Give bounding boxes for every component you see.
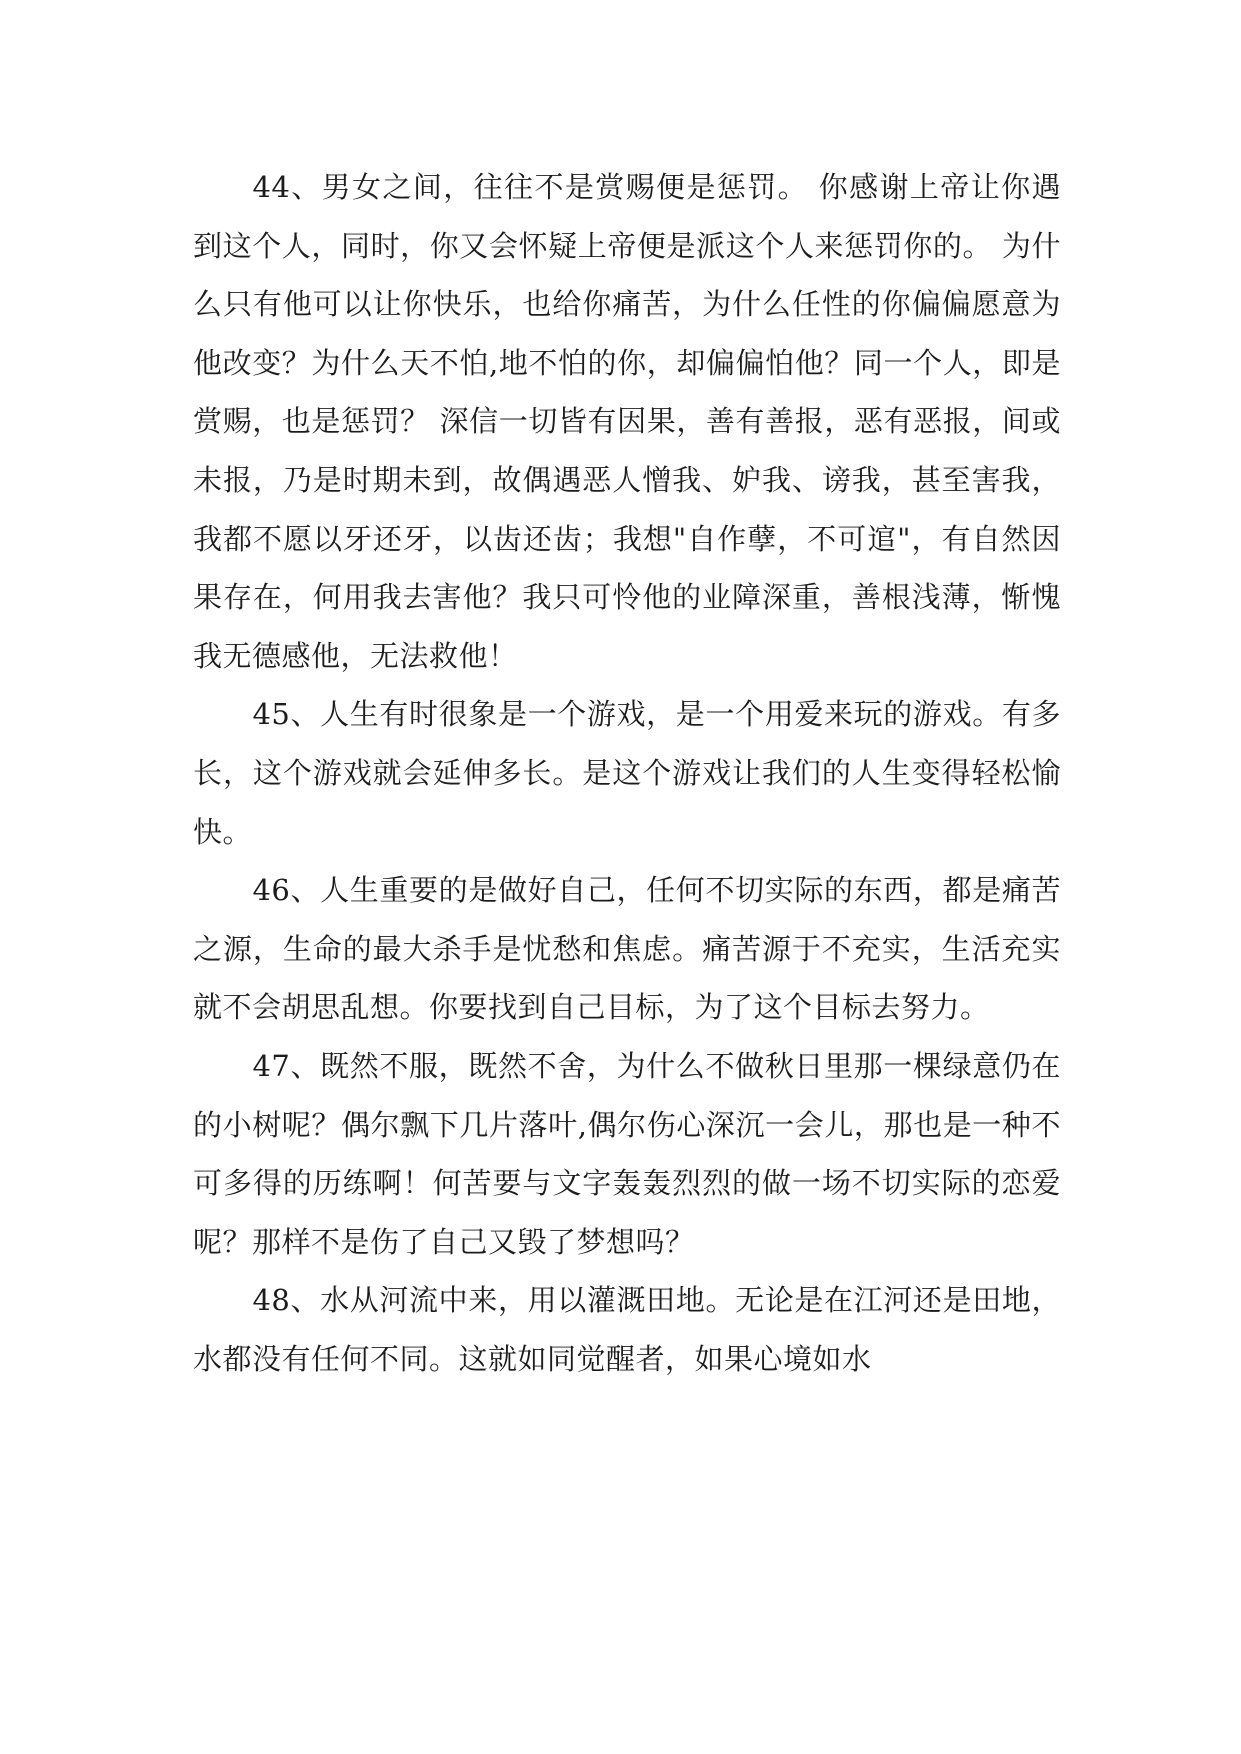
document-page: [193, 158, 1061, 1388]
paragraph-44: 44、男女之间，往往不是赏赐便是惩罚。 你感谢上帝让你遇到这个人，同时，你又会怀疑上帝便是派这个人来惩罚你的。 为什么只有他可以让你快乐，也给你痛苦，为什么任性的你偏偏愿意为他改变？为什么天不怕,地不怕的你，却偏偏怕他？同一个人，即是赏赐，也是惩罚？ 深信一切皆有因果，善有善报，恶有恶报，间或未报，乃是时期未到，故偶遇恶人憎我、妒我、谤我，甚至害我，我都不愿以牙还牙，以齿还齿；我想"自作孽，不可逭"，有自然因果存在，何用我去害他？我只可怜他的业障深重，善根浅薄，惭愧我无德感他，无法救他！: [193, 170, 1061, 673]
paragraph-48: 48、水从河流中来，用以灌溉田地。无论是在江河还是田地，水都没有任何不同。这就如同觉醒者，如果心境如水: [193, 1283, 1061, 1376]
paragraph-45: 45、人生有时很象是一个游戏，是一个用爱来玩的游戏。有多长，这个游戏就会延伸多长。是这个游戏让我们的人生变得轻松愉快。: [193, 697, 1061, 849]
paragraph-46: 46、人生重要的是做好自己，任何不切实际的东西，都是痛苦之源，生命的最大杀手是忧愁和焦虑。痛苦源于不充实，生活充实就不会胡思乱想。你要找到自己目标，为了这个目标去努力。: [193, 873, 1061, 1025]
paragraph-47: 47、既然不服，既然不舍，为什么不做秋日里那一棵绿意仍在的小树呢？偶尔飘下几片落叶,偶尔伤心深沉一会儿，那也是一种不可多得的历练啊！何苦要与文字轰轰烈烈的做一场不切实际的恋爱呢？那样不是伤了自己又毁了梦想吗？: [193, 1048, 1061, 1259]
